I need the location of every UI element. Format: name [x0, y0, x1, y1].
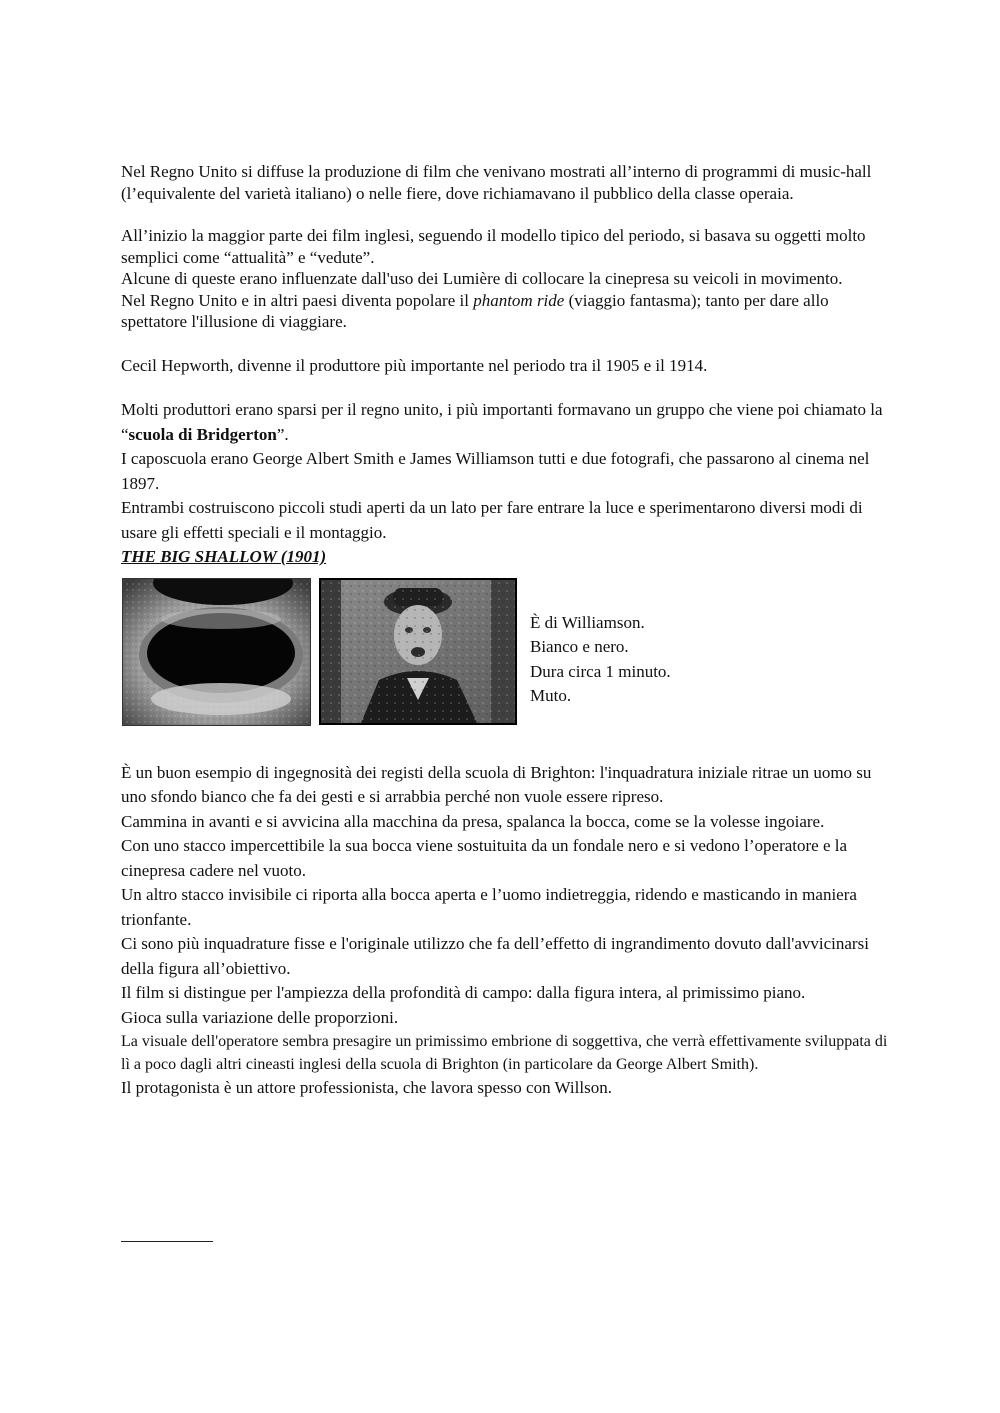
film-info-color: Bianco e nero. — [530, 637, 629, 656]
paragraph: Con uno stacco impercettibile la sua bocca viene sostuituita da un fondale nero e si vedono l’operatore e la cinepresa cadere nel vuoto. — [121, 836, 848, 880]
paragraph: La visuale dell'operatore sembra presagire un primissimo embrione di soggettiva, che verrà effettivamente sviluppata di lì a poco dagli altri cineasti inglesi della scuola di Brighton (in particolare da George Albert Smith). — [121, 1033, 888, 1073]
film-media-row — [121, 578, 891, 738]
man-in-hat-still-image — [319, 578, 517, 725]
paragraph: Un altro stacco invisibile ci riporta alla bocca aperta e l’uomo indietreggia, ridendo e masticando in maniera trionfante. — [121, 885, 857, 929]
text-run: Nel Regno Unito e in altri paesi diventa popolare il — [121, 290, 474, 310]
film-info-duration: Dura circa 1 minuto. — [530, 661, 671, 681]
bold-term: scuola di Bridgerton — [128, 424, 277, 444]
film-heading: THE BIG SHALLOW (1901) — [121, 547, 327, 566]
paragraph: Alcune di queste erano influenzate dall'uso dei Lumière di collocare la cinepresa su veicoli in movimento. — [121, 269, 843, 288]
italic-term: phantom ride — [473, 290, 565, 310]
film-info-author: È di Williamson. — [530, 612, 645, 632]
paragraph: Cammina in avanti e si avvicina alla macchina da presa, spalanca la bocca, come se la volesse ingoiare. — [121, 811, 825, 831]
text-run: ”. — [276, 424, 289, 444]
document-body — [121, 161, 891, 1101]
paragraph — [121, 398, 891, 447]
paragraph: Entrambi costruiscono piccoli studi aperti da un lato per fare entrare la luce e sperimentarono diversi modi di usare gli effetti speciali e il montaggio. — [121, 498, 863, 542]
film-info — [530, 611, 671, 709]
footnote-separator — [121, 1241, 213, 1242]
text-run: Molti produttori erano sparsi per il regno unito, i più importanti formavano un gruppo che viene poi chiamato la “ — [121, 400, 883, 444]
paragraph: Il film si distingue per l'ampiezza della profondità di campo: dalla figura intera, al primissimo piano. — [121, 983, 806, 1002]
paragraph: All’inizio la maggior parte dei film inglesi, seguendo il modello tipico del periodo, si basava su oggetti molto semplici come “attualità” e “vedute”. — [121, 226, 866, 267]
open-mouth-still-image — [122, 578, 311, 726]
paragraph: I caposcuola erano George Albert Smith e James Williamson tutti e due fotografi, che passarono al cinema nel 1897. — [121, 449, 870, 493]
paragraph: Gioca sulla variazione delle proporzioni. — [121, 1007, 399, 1027]
paragraph — [121, 290, 891, 333]
paragraph: Ci sono più inquadrature fisse e l'originale utilizzo che fa dell’effetto di ingrandimento dovuto dall'avvicinarsi della figura all’obiettivo. — [121, 934, 869, 978]
text-run: (viaggio fantasma); tanto per dare allo spettatore l'illusione di viaggiare. — [121, 290, 829, 331]
film-description — [121, 761, 891, 1101]
film-info-sound: Muto. — [530, 686, 572, 705]
paragraph: Cecil Hepworth, divenne il produttore più importante nel periodo tra il 1905 e il 1914. — [121, 355, 708, 375]
paragraph: Nel Regno Unito si diffuse la produzione di film che venivano mostrati all’interno di programmi di music-hall (l’equivalente del varietà italiano) o nelle fiere, dove richiamavano il pubblico della classe operaia. — [121, 162, 872, 203]
paragraph: È un buon esempio di ingegnosità dei registi della scuola di Brighton: l'inquadratura iniziale ritrae un uomo su uno sfondo bianco che fa dei gesti e si arrabbia perché non vuole essere ripreso. — [121, 762, 872, 806]
paragraph: Il protagonista è un attore professionista, che lavora spesso con Willson. — [121, 1078, 612, 1097]
